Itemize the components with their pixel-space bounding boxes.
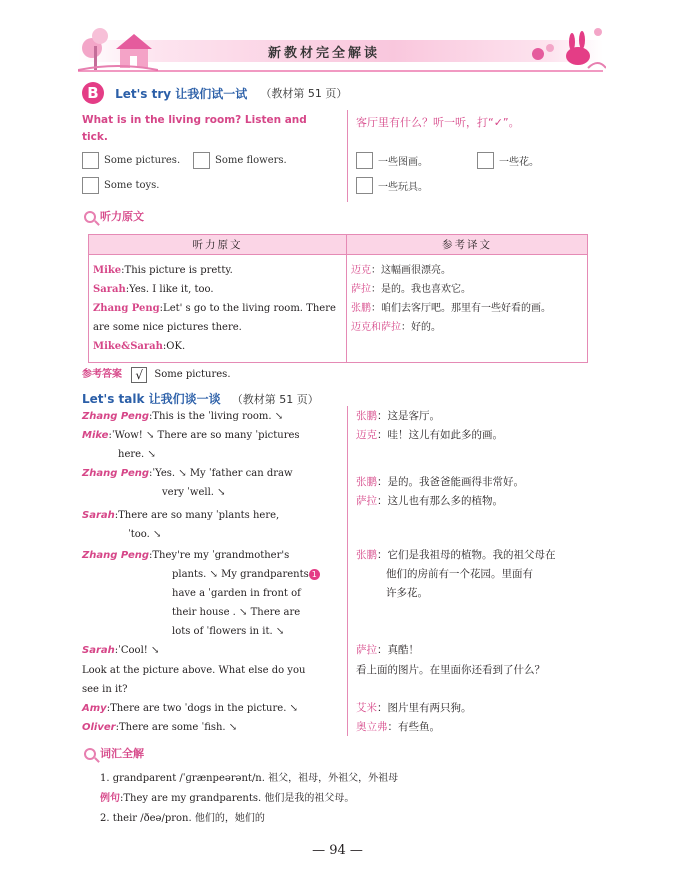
speaker: Mike: [82, 430, 109, 441]
page-header: [78, 18, 603, 76]
line-text: their house . ↘ There are: [172, 607, 301, 618]
line-text: ˈtoo. ↘: [128, 529, 162, 540]
script-line: Mike&Sarah:OK.: [93, 341, 186, 352]
line-text: ˈWow! ↘ There are so many ˈpictures: [111, 430, 300, 441]
speaker: 迈克: [351, 265, 371, 276]
speaker: 迈克和萨拉: [351, 322, 401, 333]
script-line: 迈克：这幅画很漂亮。: [351, 265, 451, 276]
vocab-entry: 2. their /ðeə/pron. 他们的，她们的: [100, 813, 265, 824]
line-text: Let' s go to the living room. There are some nice pictures there.: [93, 303, 336, 333]
speaker: Mike&Sarah: [93, 341, 163, 352]
line-text: There are so many ˈplants here,: [118, 510, 280, 521]
tick-box[interactable]: [356, 152, 373, 169]
speaker: 张鹏: [356, 476, 377, 488]
speaker: 萨拉: [356, 495, 377, 507]
speaker: Sarah: [82, 510, 115, 521]
script-table: [88, 234, 588, 363]
speaker: Zhang Peng: [82, 411, 149, 422]
zh-line: 奥立弗：有些鱼。: [356, 721, 440, 733]
page-number: — 94 —: [312, 843, 363, 858]
script-line: 迈克和萨拉：好的。: [351, 322, 441, 333]
line-text: Yes. I like it, too.: [129, 284, 214, 295]
line-text: have a ˈgarden in front of: [172, 588, 301, 599]
line-text: 是的。我爸爸能画得非常好。: [387, 476, 524, 488]
example-text: They are my grandparents. 他们是我的祖父母。: [123, 793, 355, 804]
line-text: plants. ↘ My grandparents: [172, 569, 309, 580]
task-en: Look at the picture above. What else do you see in it?: [82, 665, 306, 695]
answer-text: Some pictures.: [154, 369, 231, 380]
note-marker-icon: 1: [309, 569, 320, 580]
line-text: There are two ˈdogs in the picture. ↘: [110, 703, 298, 714]
script-line: 萨拉：是的。我也喜欢它。: [351, 284, 471, 295]
section-ref: （教材第 51 页）: [260, 87, 348, 100]
script-heading-text: 听力原文: [100, 210, 144, 223]
script-line: Sarah:Yes. I like it, too.: [93, 284, 214, 295]
line-text: 哇！这儿有如此多的画。: [387, 429, 503, 441]
speaker: 张鹏: [351, 303, 371, 314]
line-text: 图片里有两只狗。: [387, 702, 472, 714]
line-text: There are some ˈfish. ↘: [118, 722, 238, 733]
zh-line: 迈克：哇！这儿有如此多的画。: [356, 429, 503, 441]
line-text: 这是客厅。: [387, 410, 440, 422]
speaker: 萨拉: [351, 284, 371, 295]
speaker: 张鹏: [356, 410, 377, 422]
tick-box[interactable]: [193, 152, 210, 169]
line-text: lots of ˈflowers in it. ↘: [172, 626, 285, 637]
option-toys: [82, 177, 159, 194]
line-text: 这幅画很漂亮。: [381, 265, 451, 276]
script-heading: [84, 208, 144, 224]
speaker: Mike: [93, 265, 122, 276]
line-text: 咱们去客厅吧。那里有一些好看的画。: [381, 303, 551, 314]
option-label: 一些图画。: [378, 157, 428, 168]
line-text: 许多花。: [386, 587, 428, 599]
header-title: 新教材完全解读: [268, 46, 381, 61]
speaker: Zhang Peng: [82, 550, 149, 561]
section-b-heading: [82, 82, 347, 104]
tick-box[interactable]: [356, 177, 373, 194]
bunny-flowers-decoration-icon: [526, 18, 606, 76]
option-zh-pictures: [356, 152, 428, 169]
question-en: What is in the living room? Listen and tick.: [82, 114, 307, 143]
section-title: Let's try 让我们试一试: [115, 86, 248, 101]
column-divider: [347, 406, 348, 736]
line-text: here. ↘: [118, 449, 156, 460]
dialogue-line: Zhang Peng:This is the ˈliving room. ↘: [82, 411, 284, 422]
answer-line: Amy:There are two ˈdogs in the picture. ↘: [82, 703, 298, 714]
option-flowers: [193, 152, 287, 169]
script-line: Zhang Peng:Let' s go to the living room. There are some nice pictures there.: [93, 303, 336, 333]
dialogue-line: Zhang Peng:ˈYes. ↘ My ˈfather can draw very ˈwell. ↘: [82, 464, 338, 502]
speaker: 萨拉: [356, 644, 377, 656]
line-text: 真酷！: [387, 644, 419, 656]
script-zh-cell: [347, 255, 588, 363]
zh-line: 张鹏：这是客厅。: [356, 410, 440, 422]
option-label: 一些玩具。: [378, 182, 428, 193]
house-tree-decoration-icon: [78, 18, 158, 76]
magnifier-icon: [84, 748, 96, 760]
vocab-example: 例句:They are my grandparents. 他们是我的祖父母。: [100, 793, 355, 804]
tick-box[interactable]: [82, 152, 99, 169]
task-zh: 看上面的图片。在里面你还看到了什么？: [356, 664, 545, 676]
example-label: 例句: [100, 793, 120, 804]
talk-heading: [82, 388, 319, 407]
section-badge: B: [82, 82, 104, 104]
option-label: 一些花。: [499, 157, 539, 168]
line-text: OK.: [166, 341, 186, 352]
speaker: 奥立弗: [356, 721, 388, 733]
zh-line: 艾米：图片里有两只狗。: [356, 702, 472, 714]
line-text: This is the ˈliving room. ↘: [152, 411, 284, 422]
option-label: Some pictures.: [104, 155, 181, 166]
dialogue-line: Mike:ˈWow! ↘ There are so many ˈpictures here. ↘: [82, 426, 338, 464]
tick-box[interactable]: [82, 177, 99, 194]
tick-box[interactable]: [477, 152, 494, 169]
header-divider: [78, 70, 603, 72]
speaker: 张鹏: [356, 549, 377, 561]
vocab-heading-text: 词汇全解: [100, 747, 144, 760]
dialogue-line: Sarah:ˈCool! ↘: [82, 645, 160, 656]
line-text: 他们的房前有一个花园。里面有: [386, 568, 533, 580]
line-text: 这儿也有那么多的植物。: [387, 495, 503, 507]
answer-label: 参考答案: [82, 369, 122, 380]
zh-line: 萨拉：真酷！: [356, 644, 419, 656]
option-zh-flowers: [477, 152, 539, 169]
line-text: ˈYes. ↘ My ˈfather can draw: [152, 468, 293, 479]
magnifier-icon: [84, 211, 96, 223]
line-text: very ˈwell. ↘: [162, 487, 226, 498]
answer-line: Oliver:There are some ˈfish. ↘: [82, 722, 238, 733]
speaker: Zhang Peng: [82, 468, 149, 479]
speaker: 艾米: [356, 702, 377, 714]
reference-answer: [82, 365, 231, 383]
script-en-cell: [89, 255, 347, 363]
table-header: 听力原文: [89, 235, 347, 255]
line-wrap: [82, 565, 338, 584]
line-text: They're my ˈgrandmother's: [152, 550, 290, 561]
speaker: 迈克: [356, 429, 377, 441]
talk-ref: （教材第 51 页）: [231, 393, 319, 406]
line-text: 有些鱼。: [398, 721, 440, 733]
speaker: Amy: [82, 703, 107, 714]
question-zh: 客厅里有什么？听一听，打“✓”。: [356, 116, 520, 129]
vocab-heading: [84, 745, 144, 761]
vocab-entry: 1. grandparent /ˈɡrænpeərənt/n. 祖父，祖母，外祖父，外祖母: [100, 773, 399, 784]
line-text: This picture is pretty.: [124, 265, 233, 276]
line-text: 是的。我也喜欢它。: [381, 284, 471, 295]
zh-line: 萨拉：这儿也有那么多的植物。: [356, 495, 503, 507]
talk-title: Let's talk 让我们谈一谈: [82, 392, 221, 406]
option-zh-toys: [356, 177, 428, 194]
dialogue-line: Zhang Peng:They're my ˈgrandmother's plants. ↘ My grandparents 1 have a ˈgarden in front of their house . ↘ There are lots of ˈflowers in it. ↘: [82, 546, 338, 641]
zh-line: 张鹏：它们是我祖母的植物。我的祖父母在 他们的房前有一个花园。里面有 许多花。: [356, 546, 596, 603]
table-header: 参考译文: [347, 235, 588, 255]
speaker: Sarah: [93, 284, 126, 295]
speaker: Sarah: [82, 645, 115, 656]
option-label: Some flowers.: [215, 155, 287, 166]
dialogue-line: Sarah:There are so many ˈplants here, ˈtoo. ↘: [82, 506, 338, 544]
column-divider: [347, 110, 348, 202]
line-text: ˈCool! ↘: [118, 645, 160, 656]
option-label: Some toys.: [104, 180, 160, 191]
speaker: Oliver: [82, 722, 116, 733]
script-line: Mike:This picture is pretty.: [93, 265, 233, 276]
line-text: 好的。: [411, 322, 441, 333]
zh-line: 张鹏：是的。我爸爸能画得非常好。: [356, 476, 524, 488]
option-pictures: [82, 152, 180, 169]
answer-check-box: √: [131, 367, 147, 383]
line-text: 它们是我祖母的植物。我的祖父母在: [387, 549, 556, 561]
script-line: 张鹏：咱们去客厅吧。那里有一些好看的画。: [351, 303, 551, 314]
speaker: Zhang Peng: [93, 303, 160, 314]
